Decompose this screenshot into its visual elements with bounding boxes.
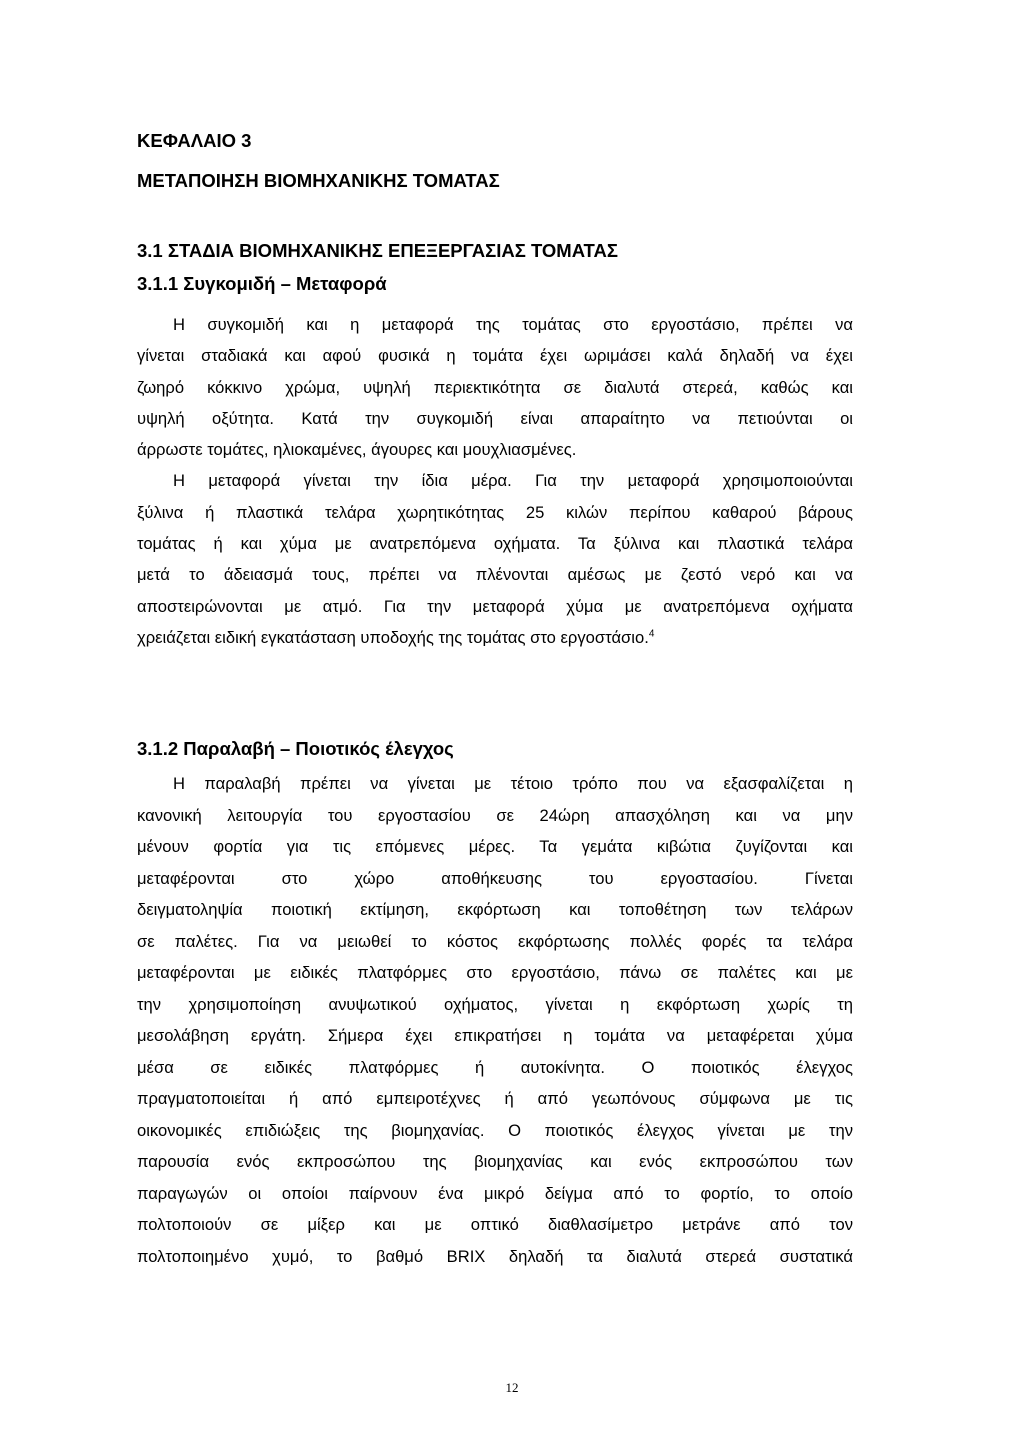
text-line: μέσα σε ειδικές πλατφόρμες ή αυτοκίνητα. Ο ποιοτικός έλεγχος: [137, 1057, 853, 1077]
subsection-2-title: 3.1.2 Παραλαβή – Ποιοτικός έλεγχος: [137, 738, 454, 759]
text-line: μένουν φορτία για τις επόμενες μέρες. Τα γεμάτα κιβώτια ζυγίζονται και: [137, 837, 853, 856]
text-line: οικονομικές επιδιώξεις της βιομηχανίας. Ο ποιοτικός έλεγχος γίνεται με την: [137, 1120, 853, 1140]
section-title: 3.1 ΣΤΑΔΙΑ ΒΙΟΜΗΧΑΝΙΚΗΣ ΕΠΕΞΕΡΓΑΣΙΑΣ ΤΟΜΑΤΑΣ: [137, 240, 618, 261]
text-line: αποστειρώνονται με ατμό. Για την μεταφορά χύμα με ανατρεπόμενα οχήματα: [137, 596, 853, 616]
text-line: ξύλινα ή πλαστικά τελάρα χωρητικότητας 25 κιλών περίπου καθαρού βάρους: [137, 502, 853, 522]
chapter-title: ΜΕΤΑΠΟΙΗΣΗ ΒΙΟΜΗΧΑΝΙΚΗΣ ΤΟΜΑΤΑΣ: [137, 170, 500, 191]
page-number: 12: [505, 1380, 519, 1395]
subsection-1-title: 3.1.1 Συγκομιδή – Μεταφορά: [137, 273, 387, 294]
subsection-2-body: [137, 768, 853, 1272]
text-line: τομάτας ή και χύμα με ανατρεπόμενα οχήματα. Τα ξύλινα και πλαστικά τελάρα: [137, 534, 853, 554]
chapter-label: ΚΕΦΑΛΑΙΟ 3: [137, 130, 252, 151]
text-line: κανονική λειτουργία του εργοστασίου σε 24ώρη απασχόληση και να μην: [137, 805, 853, 825]
text-line: Η μεταφορά γίνεται την ίδια μέρα. Για την μεταφορά χρησιμοποιούνται: [173, 471, 853, 491]
text-line-with-footnote: [137, 622, 853, 653]
footnote-reference: 4: [648, 628, 655, 640]
text-line: πολτοποιούν σε μίξερ και με οπτικό διαθλασίμετρο μετράνε από τον: [137, 1215, 853, 1234]
text-line: μεσολάβηση εργάτη. Σήμερα έχει επικρατήσει η τομάτα να μεταφέρεται χύμα: [137, 1026, 853, 1045]
text-line: άρρωστε τομάτες, ηλιοκαμένες, άγουρες και μουχλιασμένες.: [137, 440, 577, 460]
text-line: πολτοποιημένο χυμό, το βαθμό BRIX δηλαδή τα διαλυτά στερεά συστατικά: [137, 1246, 853, 1266]
text-line: πραγματοποιείται ή από εμπειροτέχνες ή από γεωπόνους σύμφωνα με τις: [137, 1089, 853, 1108]
text-line: μεταφέρονται με ειδικές πλατφόρμες στο εργοστάσιο, πάνω σε παλέτες και με: [137, 963, 853, 982]
text-line: Η παραλαβή πρέπει να γίνεται με τέτοιο τρόπο που να εξασφαλίζεται η: [173, 774, 853, 793]
text-line: μετά το άδειασμά τους, πρέπει να πλένονται αμέσως με ζεστό νερό και να: [137, 565, 853, 585]
text-line: σε παλέτες. Για να μειωθεί το κόστος εκφόρτωσης πολλές φορές τα τελάρα: [137, 931, 853, 951]
text-line: ζωηρό κόκκινο χρώμα, υψηλή περιεκτικότητα σε διαλυτά στερεά, καθώς και: [137, 377, 853, 397]
text-line: Η συγκομιδή και η μεταφορά της τομάτας στο εργοστάσιο, πρέπει να: [173, 315, 853, 334]
text-line: μεταφέρονται στο χώρο αποθήκευσης του εργοστασίου. Γίνεται: [137, 868, 853, 888]
text-line: την χρησιμοποίηση ανυψωτικού οχήματος, γίνεται η εκφόρτωση χωρίς τη: [137, 994, 853, 1014]
text-line: δειγματοληψία ποιοτική εκτίμηση, εκφόρτωση και τοποθέτηση των τελάρων: [137, 900, 853, 919]
text-line: παρουσία ενός εκπροσώπου της βιομηχανίας και ενός εκπροσώπου των: [137, 1152, 853, 1171]
text-line: υψηλή οξύτητα. Κατά την συγκομιδή είναι απαραίτητο να πετιούνται οι: [137, 408, 853, 428]
text-line: χρειάζεται ειδική εγκατάσταση υποδοχής της τομάτας στο εργοστάσιο.: [137, 627, 649, 647]
text-line: παραγωγών οι οποίοι παίρνουν ένα μικρό δείγμα από το φορτίο, το οποίο: [137, 1183, 853, 1203]
text-line: γίνεται σταδιακά και αφού φυσικά η τομάτα έχει ωριμάσει καλά δηλαδή να έχει: [137, 346, 853, 366]
subsection-1-body: [137, 309, 853, 653]
